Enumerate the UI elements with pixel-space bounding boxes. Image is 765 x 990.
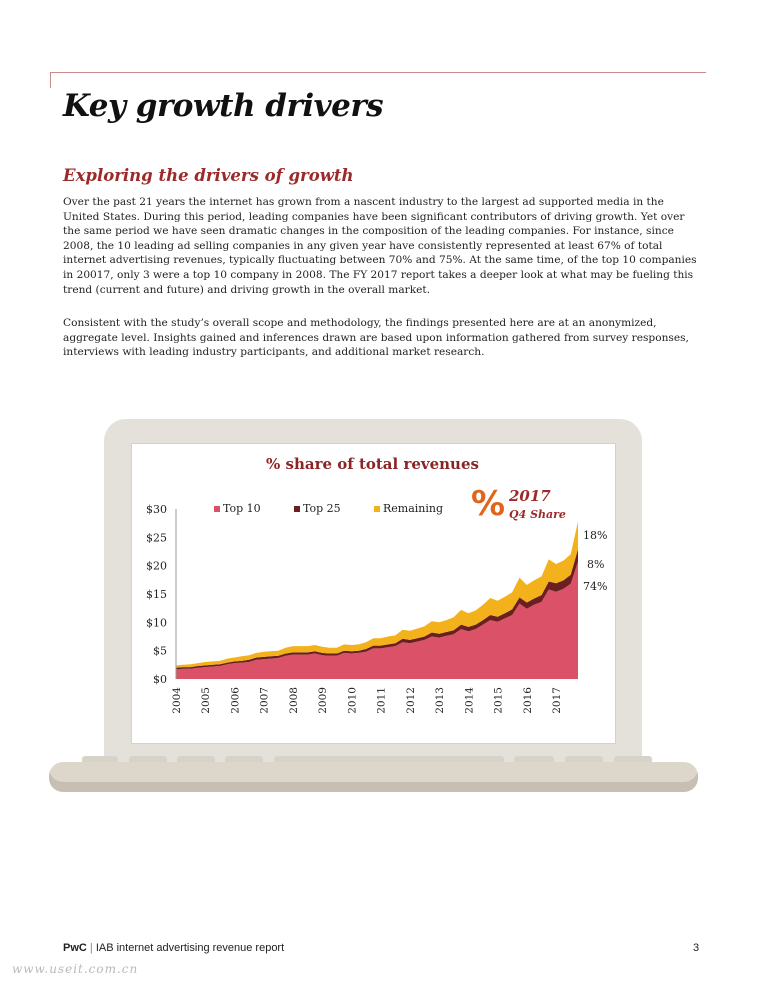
footer-brand: PwC <box>63 942 87 954</box>
x-tick-label: 2013 <box>434 687 447 714</box>
x-tick-label: 2009 <box>317 687 330 714</box>
x-tick-label: 2006 <box>229 687 242 714</box>
laptop-base <box>49 762 698 792</box>
x-tick-label: 2016 <box>521 687 534 714</box>
share-top25: 8% <box>587 558 605 571</box>
y-tick-label: $30 <box>146 503 167 516</box>
y-tick-label: $25 <box>146 531 167 545</box>
body-paragraph-1: Over the past 21 years the internet has grown from a nascent industry to the largest ad supported media in the United States. During this period, leading companies have been significant contributors of driving growth. Yet over the same period we have seen dramatic changes in the composition of the leading companies. For instance, since 2008, the 10 leading ad selling companies in any given year have consistently represented at least 67% of total internet advertising revenues, typically fluctuating between 70% and 75%. At the same time, of the top 10 companies in 20017, only 3 were a top 10 company in 2008. The FY 2017 report takes a deeper look at what may be fueling this trend (current and future) and driving growth in the overall market. <box>63 196 697 296</box>
header-rule-vertical <box>50 72 51 88</box>
y-tick-label: $15 <box>146 588 167 601</box>
header-rule-horizontal <box>50 72 706 73</box>
legend-label-top10: Top 10 <box>223 502 261 515</box>
x-tick-label: 2012 <box>404 687 417 714</box>
chart-title: % share of total revenues <box>266 455 479 473</box>
x-tick-label: 2011 <box>375 687 388 714</box>
share-remaining: 18% <box>583 529 608 542</box>
section-subtitle: Exploring the drivers of growth <box>63 166 354 185</box>
y-tick-label: $10 <box>146 616 167 630</box>
footer-left <box>63 942 284 954</box>
chart-plot <box>131 443 614 742</box>
callout-year: 2017 <box>509 487 551 505</box>
x-tick-label: 2008 <box>287 687 300 714</box>
legend-label-top25: Top 25 <box>303 502 341 515</box>
x-tick-label: 2005 <box>200 687 213 714</box>
x-tick-label: 2007 <box>258 687 271 714</box>
body-paragraph-2: Consistent with the study’s overall scope and methodology, the findings presented here are at an anonymized, aggregate level. Insights gained and inferences drawn are based upon information gathered from survey responses, interviews with leading industry participants, and additional market research. <box>63 317 689 359</box>
callout-label: Q4 Share <box>509 508 566 521</box>
y-tick-label: $20 <box>146 559 167 573</box>
x-tick-label: 2004 <box>171 687 183 714</box>
page-title: Key growth drivers <box>63 88 384 124</box>
footer-separator: | <box>89 942 93 954</box>
footer-report-name: IAB internet advertising revenue report <box>95 942 285 954</box>
footer-page-number: 3 <box>693 942 700 954</box>
x-tick-label: 2017 <box>551 687 564 714</box>
watermark: www.useit.com.cn <box>12 962 139 976</box>
percent-icon: % <box>471 484 506 524</box>
share-top10: 74% <box>583 580 608 593</box>
y-tick-label: $0 <box>153 673 167 686</box>
x-tick-label: 2015 <box>492 687 505 714</box>
x-tick-label: 2010 <box>346 687 359 714</box>
x-tick-label: 2014 <box>463 687 476 714</box>
legend-label-remaining: Remaining <box>383 502 444 515</box>
y-tick-label: $5 <box>153 644 167 658</box>
